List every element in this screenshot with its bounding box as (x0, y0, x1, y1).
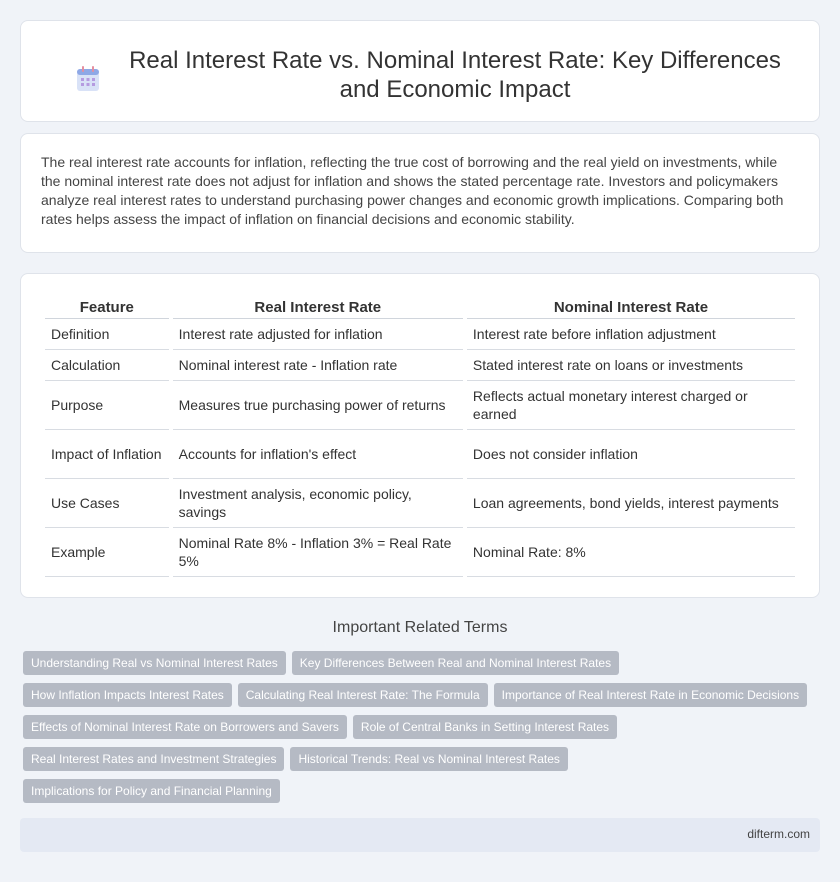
table-row (45, 479, 795, 528)
header-nominal-rate: Nominal Interest Rate (467, 294, 795, 319)
cell-nominal: Loan agreements, bond yields, interest payments (467, 479, 795, 528)
cell-real: Measures true purchasing power of returns (173, 381, 463, 430)
cell-real: Nominal Rate 8% - Inflation 3% = Real Rate 5% (173, 528, 463, 577)
comparison-table (41, 294, 799, 577)
related-term-tag[interactable]: Role of Central Banks in Setting Interest Rates (353, 715, 617, 739)
related-term-tag[interactable]: Importance of Real Interest Rate in Economic Decisions (494, 683, 807, 707)
cell-nominal: Does not consider inflation (467, 430, 795, 479)
footer (20, 818, 820, 852)
table-row (45, 350, 795, 381)
table-row (45, 319, 795, 350)
related-terms-title: Important Related Terms (332, 619, 508, 636)
cell-nominal: Interest rate before inflation adjustment (467, 319, 795, 350)
cell-real: Interest rate adjusted for inflation (173, 319, 463, 350)
page-title: Real Interest Rate vs. Nominal Interest Rate: Key Differences and Economic Impact (129, 47, 781, 103)
cell-real: Investment analysis, economic policy, savings (173, 479, 463, 528)
cell-feature: Calculation (45, 350, 169, 381)
header-real-rate: Real Interest Rate (173, 294, 463, 319)
related-term-tag[interactable]: Calculating Real Interest Rate: The Formula (238, 683, 488, 707)
related-term-tag[interactable]: Historical Trends: Real vs Nominal Interest Rates (290, 747, 567, 771)
header-card (20, 20, 820, 122)
related-term-tag[interactable]: Implications for Policy and Financial Planning (23, 779, 280, 803)
cell-real: Nominal interest rate - Inflation rate (173, 350, 463, 381)
related-term-tag[interactable]: Real Interest Rates and Investment Strategies (23, 747, 284, 771)
cell-real: Accounts for inflation's effect (173, 430, 463, 479)
related-term-tag[interactable]: Key Differences Between Real and Nominal Interest Rates (292, 651, 619, 675)
table-row (45, 430, 795, 479)
table-row (45, 381, 795, 430)
cell-feature: Use Cases (45, 479, 169, 528)
cell-nominal: Nominal Rate: 8% (467, 528, 795, 577)
intro-paragraph: The real interest rate accounts for inflation, reflecting the true cost of borrowing and the real yield on investments, while the nominal interest rate does not adjust for inflation and shows the stated percentage rate. Investors and policymakers analyze real interest rates to understand purchasing power changes and economic growth implications. Comparing both rates helps assess the impact of inflation on financial decisions and economic stability. (41, 154, 784, 227)
cell-feature: Purpose (45, 381, 169, 430)
related-term-tag[interactable]: Effects of Nominal Interest Rate on Borrowers and Savers (23, 715, 347, 739)
cell-nominal: Reflects actual monetary interest charged or earned (467, 381, 795, 430)
table-header-row (45, 294, 795, 319)
table-row (45, 528, 795, 577)
header-feature: Feature (45, 294, 169, 319)
comparison-table-card (20, 273, 820, 598)
intro-card (20, 133, 820, 253)
related-term-tag[interactable]: Understanding Real vs Nominal Interest Rates (23, 651, 286, 675)
cell-feature: Definition (45, 319, 169, 350)
footer-site-link[interactable]: difterm.com (747, 827, 810, 841)
cell-feature: Example (45, 528, 169, 577)
cell-nominal: Stated interest rate on loans or investments (467, 350, 795, 381)
related-term-tag[interactable]: How Inflation Impacts Interest Rates (23, 683, 232, 707)
cell-feature: Impact of Inflation (45, 430, 169, 479)
related-terms-list (23, 651, 823, 803)
